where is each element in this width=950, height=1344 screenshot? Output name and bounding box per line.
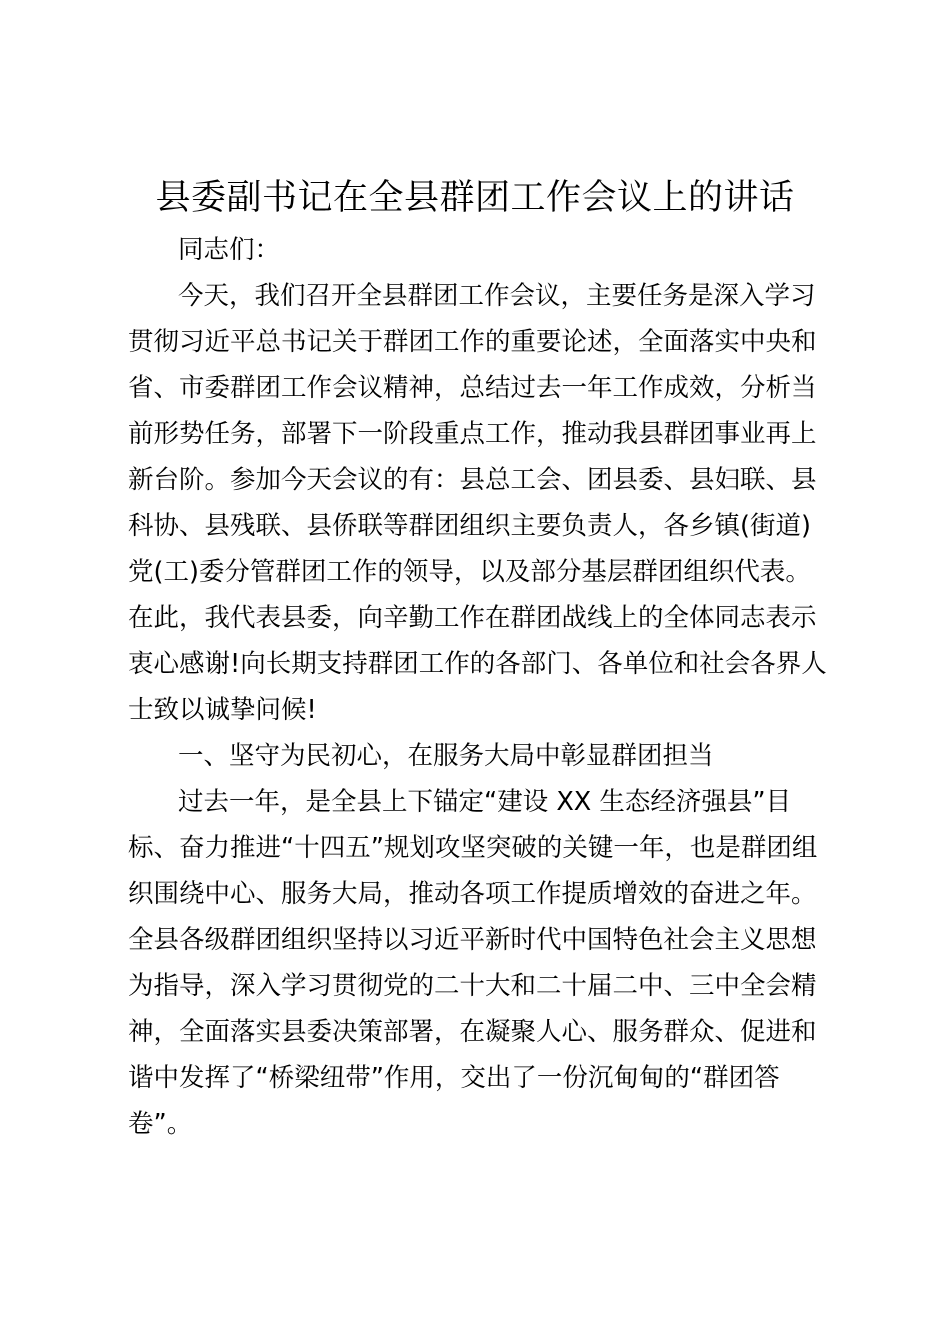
paragraph-2-line: 过去一年，是全县上下锚定“建设 XX 生态经济强县”目 bbox=[178, 787, 792, 817]
section-heading-1: 一、坚守为民初心，在服务大局中彰显群团担当 bbox=[178, 741, 714, 771]
paragraph-1-line: 省、市委群团工作会议精神，总结过去一年工作成效，分析当 bbox=[128, 373, 817, 403]
paragraph-1-line: 今天，我们召开全县群团工作会议，主要任务是深入学习 bbox=[178, 281, 816, 311]
paragraph-1-line: 贯彻习近平总书记关于群团工作的重要论述，全面落实中央和 bbox=[128, 327, 817, 357]
paragraph-1-line: 前形势任务，部署下一阶段重点工作，推动我县群团事业再上 bbox=[128, 419, 817, 449]
paragraph-1-line: 在此，我代表县委，向辛勤工作在群团战线上的全体同志表示 bbox=[128, 603, 817, 633]
paragraph-2-line: 谐中发挥了“桥梁纽带”作用，交出了一份沉甸甸的“群团答 bbox=[128, 1063, 780, 1093]
paragraph-2-line: 标、奋力推进“十四五”规划攻坚突破的关键一年，也是群团组 bbox=[128, 833, 818, 863]
document-title: 县委副书记在全县群团工作会议上的讲话 bbox=[155, 178, 795, 218]
document-body bbox=[128, 227, 828, 1147]
paragraph-2-line: 神，全面落实县委决策部署，在凝聚人心、服务群众、促进和 bbox=[128, 1017, 817, 1047]
paragraph-2 bbox=[128, 779, 828, 1147]
paragraph-2-line: 为指导，深入学习贯彻党的二十大和二十届二中、三中全会精 bbox=[128, 971, 817, 1001]
paragraph-2-line: 全县各级群团组织坚持以习近平新时代中国特色社会主义思想 bbox=[128, 925, 817, 955]
paragraph-2-line: 卷”。 bbox=[128, 1109, 193, 1139]
paragraph-1-line: 科协、县残联、县侨联等群团组织主要负责人，各乡镇(街道) bbox=[128, 511, 811, 541]
paragraph-1 bbox=[128, 273, 828, 733]
paragraph-1-line: 衷心感谢!向长期支持群团工作的各部门、各单位和社会各界人 bbox=[128, 649, 827, 679]
paragraph-1-line: 党(工)委分管群团工作的领导，以及部分基层群团组织代表。 bbox=[128, 557, 811, 587]
paragraph-2-line: 织围绕中心、服务大局，推动各项工作提质增效的奋进之年。 bbox=[128, 879, 817, 909]
paragraph-1-line: 新台阶。参加今天会议的有：县总工会、团县委、县妇联、县 bbox=[128, 465, 817, 495]
salutation: 同志们： bbox=[178, 235, 281, 265]
paragraph-1-line: 士致以诚挚问候! bbox=[128, 695, 317, 725]
